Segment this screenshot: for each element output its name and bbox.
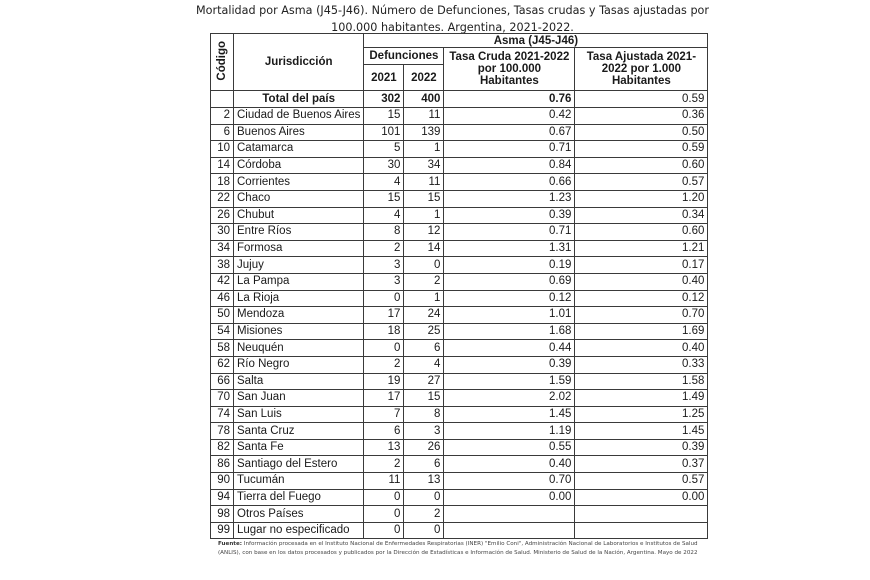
- cell-ajustada: 1.49: [575, 390, 708, 407]
- cell-d2021: 0: [364, 506, 404, 523]
- cell-codigo: 6: [211, 124, 234, 141]
- cell-d2022: 6: [404, 456, 444, 473]
- cell-d2021: 11: [364, 473, 404, 490]
- table-row: [211, 157, 708, 174]
- cell-d2021: 2: [364, 240, 404, 257]
- table-row: [211, 456, 708, 473]
- cell-d2021: 101: [364, 124, 404, 141]
- cell-jurisdiccion: Córdoba: [234, 157, 364, 174]
- cell-d2021: 17: [364, 390, 404, 407]
- cell-jurisdiccion: Misiones: [234, 323, 364, 340]
- cell-ajustada: 1.58: [575, 373, 708, 390]
- cell-jurisdiccion: Mendoza: [234, 307, 364, 324]
- cell-codigo: 18: [211, 174, 234, 191]
- cell-jurisdiccion: Neuquén: [234, 340, 364, 357]
- cell-codigo: 98: [211, 506, 234, 523]
- table-row: [211, 406, 708, 423]
- cell-codigo: 26: [211, 207, 234, 224]
- cell-d2021: 3: [364, 273, 404, 290]
- table-row: [211, 373, 708, 390]
- total-cruda: 0.76: [444, 91, 575, 108]
- header-tasa-cruda: Tasa Cruda 2021-2022 por 100.000 Habitantes: [444, 48, 575, 91]
- cell-d2022: 6: [404, 340, 444, 357]
- cell-jurisdiccion: Otros Países: [234, 506, 364, 523]
- cell-ajustada: 0.37: [575, 456, 708, 473]
- cell-codigo: 70: [211, 390, 234, 407]
- cell-d2022: 24: [404, 307, 444, 324]
- cell-ajustada: 1.20: [575, 190, 708, 207]
- cell-d2021: 17: [364, 307, 404, 324]
- cell-ajustada: [575, 522, 708, 539]
- cell-ajustada: 0.12: [575, 290, 708, 307]
- cell-codigo: 10: [211, 141, 234, 158]
- cell-d2022: 11: [404, 174, 444, 191]
- footnote: [218, 540, 708, 558]
- cell-ajustada: 0.60: [575, 157, 708, 174]
- cell-d2021: 2: [364, 356, 404, 373]
- cell-codigo: 34: [211, 240, 234, 257]
- cell-d2021: 6: [364, 423, 404, 440]
- table-row: [211, 108, 708, 125]
- cell-d2021: 0: [364, 489, 404, 506]
- cell-codigo: 42: [211, 273, 234, 290]
- cell-d2022: 13: [404, 473, 444, 490]
- total-label: Total del país: [234, 91, 364, 108]
- table-row: [211, 240, 708, 257]
- cell-ajustada: 0.36: [575, 108, 708, 125]
- cell-codigo: 54: [211, 323, 234, 340]
- cell-cruda: 0.19: [444, 257, 575, 274]
- table-row: [211, 290, 708, 307]
- cell-codigo: 30: [211, 224, 234, 241]
- cell-codigo: 86: [211, 456, 234, 473]
- cell-jurisdiccion: Santa Fe: [234, 439, 364, 456]
- cell-d2021: 2: [364, 456, 404, 473]
- cell-d2022: 2: [404, 506, 444, 523]
- table-row: [211, 174, 708, 191]
- cell-codigo: 78: [211, 423, 234, 440]
- header-year-2022: 2022: [404, 65, 444, 91]
- cell-d2021: 4: [364, 207, 404, 224]
- table-row: [211, 257, 708, 274]
- cell-cruda: 0.84: [444, 157, 575, 174]
- cell-ajustada: 0.33: [575, 356, 708, 373]
- cell-d2021: 3: [364, 257, 404, 274]
- table-row: [211, 124, 708, 141]
- cell-cruda: 1.23: [444, 190, 575, 207]
- table-row: [211, 489, 708, 506]
- total-d2022: 400: [404, 91, 444, 108]
- table-row: [211, 522, 708, 539]
- table-row: [211, 423, 708, 440]
- cell-ajustada: 0.34: [575, 207, 708, 224]
- cell-d2022: 2: [404, 273, 444, 290]
- cell-jurisdiccion: Tucumán: [234, 473, 364, 490]
- cell-d2021: 19: [364, 373, 404, 390]
- total-row: [211, 91, 708, 108]
- table-row: [211, 224, 708, 241]
- cell-d2021: 0: [364, 340, 404, 357]
- cell-d2022: 1: [404, 141, 444, 158]
- mortality-table: [210, 33, 708, 539]
- table-row: [211, 307, 708, 324]
- cell-cruda: 0.67: [444, 124, 575, 141]
- cell-codigo: 38: [211, 257, 234, 274]
- cell-jurisdiccion: San Luis: [234, 406, 364, 423]
- cell-cruda: 0.39: [444, 356, 575, 373]
- table-row: [211, 207, 708, 224]
- cell-d2021: 4: [364, 174, 404, 191]
- cell-ajustada: 1.21: [575, 240, 708, 257]
- cell-d2022: 14: [404, 240, 444, 257]
- cell-cruda: 1.45: [444, 406, 575, 423]
- cell-jurisdiccion: Ciudad de Buenos Aires: [234, 108, 364, 125]
- cell-ajustada: 0.40: [575, 273, 708, 290]
- header-defunciones: Defunciones: [364, 48, 444, 65]
- cell-d2021: 0: [364, 290, 404, 307]
- cell-d2022: 139: [404, 124, 444, 141]
- cell-codigo: 58: [211, 340, 234, 357]
- cell-jurisdiccion: Formosa: [234, 240, 364, 257]
- table-row: [211, 473, 708, 490]
- cell-ajustada: 0.50: [575, 124, 708, 141]
- cell-ajustada: 0.57: [575, 174, 708, 191]
- header-codigo-label: Código: [216, 40, 228, 81]
- cell-codigo: 22: [211, 190, 234, 207]
- cell-d2022: 1: [404, 290, 444, 307]
- cell-d2021: 18: [364, 323, 404, 340]
- total-d2021: 302: [364, 91, 404, 108]
- cell-cruda: 0.12: [444, 290, 575, 307]
- cell-codigo: 90: [211, 473, 234, 490]
- cell-d2021: 0: [364, 522, 404, 539]
- cell-jurisdiccion: Entre Ríos: [234, 224, 364, 241]
- cell-codigo: 66: [211, 373, 234, 390]
- cell-jurisdiccion: Catamarca: [234, 141, 364, 158]
- cell-jurisdiccion: Chaco: [234, 190, 364, 207]
- cell-d2022: 12: [404, 224, 444, 241]
- cell-d2022: 11: [404, 108, 444, 125]
- cell-d2021: 15: [364, 108, 404, 125]
- cell-ajustada: 0.00: [575, 489, 708, 506]
- cell-d2022: 34: [404, 157, 444, 174]
- cell-d2022: 0: [404, 489, 444, 506]
- cell-cruda: 1.01: [444, 307, 575, 324]
- cell-jurisdiccion: Río Negro: [234, 356, 364, 373]
- cell-d2022: 26: [404, 439, 444, 456]
- cell-ajustada: 0.59: [575, 141, 708, 158]
- cell-d2022: 0: [404, 522, 444, 539]
- cell-jurisdiccion: Salta: [234, 373, 364, 390]
- cell-codigo: 82: [211, 439, 234, 456]
- cell-cruda: 0.55: [444, 439, 575, 456]
- cell-jurisdiccion: Lugar no especificado: [234, 522, 364, 539]
- header-jurisdiccion: Jurisdicción: [234, 34, 364, 91]
- cell-d2021: 15: [364, 190, 404, 207]
- header-year-2021: 2021: [364, 65, 404, 91]
- cell-jurisdiccion: Chubut: [234, 207, 364, 224]
- cell-ajustada: 0.60: [575, 224, 708, 241]
- total-ajustada: 0.59: [575, 91, 708, 108]
- header-group-asma: Asma (J45-J46): [364, 34, 708, 48]
- cell-d2022: 1: [404, 207, 444, 224]
- cell-cruda: 0.71: [444, 141, 575, 158]
- table-row: [211, 506, 708, 523]
- cell-ajustada: 1.45: [575, 423, 708, 440]
- cell-d2022: 25: [404, 323, 444, 340]
- cell-jurisdiccion: La Pampa: [234, 273, 364, 290]
- cell-cruda: 0.66: [444, 174, 575, 191]
- cell-ajustada: 0.17: [575, 257, 708, 274]
- cell-codigo: 2: [211, 108, 234, 125]
- cell-jurisdiccion: Santiago del Estero: [234, 456, 364, 473]
- cell-cruda: 0.44: [444, 340, 575, 357]
- cell-codigo: 94: [211, 489, 234, 506]
- cell-d2022: 27: [404, 373, 444, 390]
- cell-cruda: 1.19: [444, 423, 575, 440]
- cell-d2021: 30: [364, 157, 404, 174]
- cell-jurisdiccion: Jujuy: [234, 257, 364, 274]
- cell-codigo: 14: [211, 157, 234, 174]
- cell-cruda: 0.39: [444, 207, 575, 224]
- cell-codigo: 62: [211, 356, 234, 373]
- table-row: [211, 323, 708, 340]
- cell-d2022: 8: [404, 406, 444, 423]
- header-codigo: [211, 34, 234, 91]
- table-row: [211, 390, 708, 407]
- cell-ajustada: 1.69: [575, 323, 708, 340]
- cell-ajustada: 1.25: [575, 406, 708, 423]
- table-row: [211, 141, 708, 158]
- footnote-label: Fuente:: [218, 541, 243, 547]
- cell-jurisdiccion: San Juan: [234, 390, 364, 407]
- cell-cruda: [444, 506, 575, 523]
- table-row: [211, 356, 708, 373]
- table-row: [211, 190, 708, 207]
- cell-cruda: 2.02: [444, 390, 575, 407]
- total-codigo: [211, 91, 234, 108]
- cell-ajustada: 0.70: [575, 307, 708, 324]
- cell-jurisdiccion: Tierra del Fuego: [234, 489, 364, 506]
- table-row: [211, 273, 708, 290]
- cell-jurisdiccion: Buenos Aires: [234, 124, 364, 141]
- table-row: [211, 439, 708, 456]
- cell-codigo: 74: [211, 406, 234, 423]
- cell-cruda: 0.40: [444, 456, 575, 473]
- cell-cruda: 0.71: [444, 224, 575, 241]
- cell-codigo: 50: [211, 307, 234, 324]
- cell-jurisdiccion: La Rioja: [234, 290, 364, 307]
- cell-codigo: 99: [211, 522, 234, 539]
- cell-codigo: 46: [211, 290, 234, 307]
- cell-d2021: 8: [364, 224, 404, 241]
- table-title: Mortalidad por Asma (J45-J46). Número de Defunciones, Tasas crudas y Tasas ajustadas por 100.000 habitantes. Argentina, 2021-2022.: [196, 4, 709, 34]
- cell-d2022: 4: [404, 356, 444, 373]
- cell-d2021: 13: [364, 439, 404, 456]
- cell-ajustada: 0.40: [575, 340, 708, 357]
- cell-d2021: 5: [364, 141, 404, 158]
- cell-cruda: 0.42: [444, 108, 575, 125]
- cell-ajustada: 0.57: [575, 473, 708, 490]
- cell-d2022: 15: [404, 190, 444, 207]
- cell-ajustada: 0.39: [575, 439, 708, 456]
- cell-d2022: 3: [404, 423, 444, 440]
- cell-jurisdiccion: Santa Cruz: [234, 423, 364, 440]
- cell-d2022: 15: [404, 390, 444, 407]
- cell-cruda: 0.00: [444, 489, 575, 506]
- cell-cruda: 1.59: [444, 373, 575, 390]
- cell-cruda: 1.31: [444, 240, 575, 257]
- cell-jurisdiccion: Corrientes: [234, 174, 364, 191]
- cell-ajustada: [575, 506, 708, 523]
- cell-d2022: 0: [404, 257, 444, 274]
- cell-cruda: 1.68: [444, 323, 575, 340]
- header-tasa-ajustada: Tasa Ajustada 2021-2022 por 1.000 Habitantes: [575, 48, 708, 91]
- cell-cruda: 0.70: [444, 473, 575, 490]
- cell-cruda: 0.69: [444, 273, 575, 290]
- footnote-text: Información procesada en el Instituto Nacional de Enfermedades Respiratorias (INER) "Emilio Coni", Administración Nacional de Laboratorios e Institutos de Salud (ANLIS), con base en los datos procesados y publicados por la Dirección de Estadísticas e Información de Salud. Ministerio de Salud de la Nación, Argentina. Mayo de 2022: [218, 541, 698, 556]
- cell-cruda: [444, 522, 575, 539]
- cell-d2021: 7: [364, 406, 404, 423]
- table-row: [211, 340, 708, 357]
